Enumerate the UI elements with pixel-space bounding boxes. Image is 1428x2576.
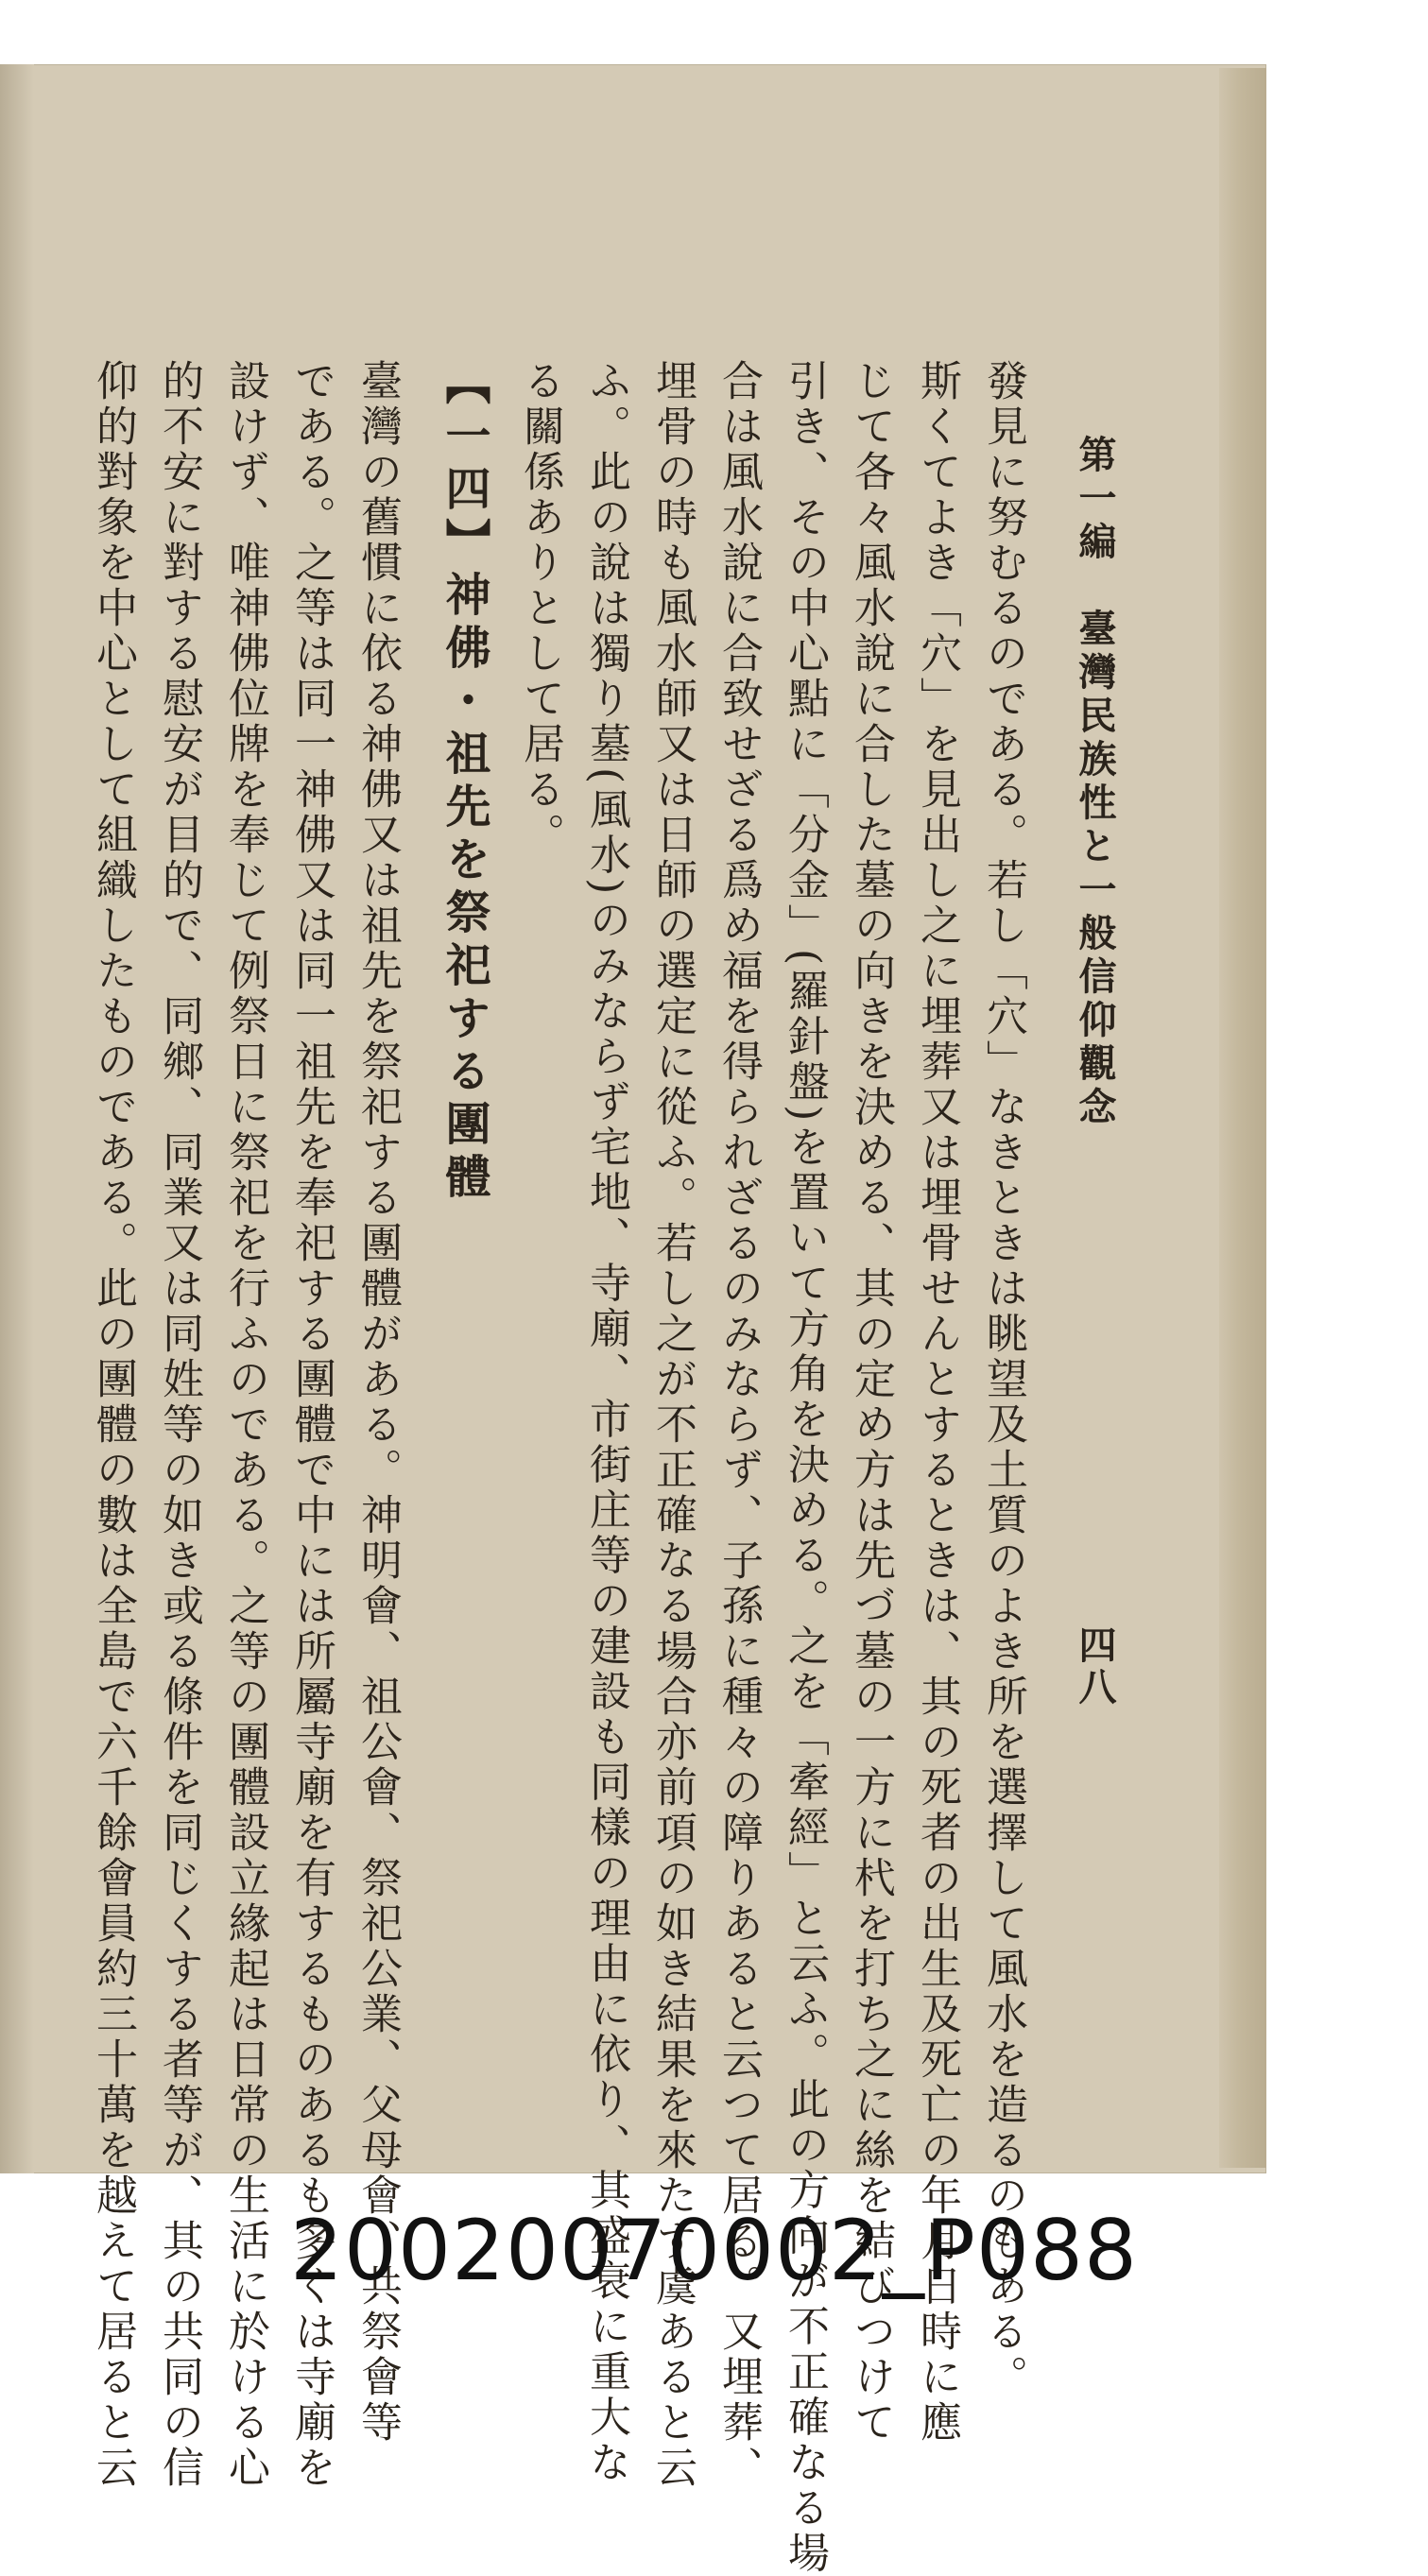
body-column: ふ。此の說は獨り墓(風水)のみならず宅地、寺廟、市街庄等の建設も同樣の理由に依り、其盛衰に重大な — [582, 359, 630, 2486]
body-column: 臺灣の舊慣に依る神佛又は祖先を祭祀する團體がある。神明會、祖公會、祭祀公業、父母會、共祭會等 — [353, 359, 402, 2446]
running-head: 第一編 臺灣民族性と一般信仰觀念 — [1073, 435, 1117, 1130]
body-column: 發見に努むるのである。若し「穴」なきときは眺望及土質のよき所を選擇して風水を造るのもある。 — [979, 359, 1027, 2400]
body-column: 引き、その中心點に「分金」(羅針盤)を置いて方角を決める。之を「牽經」と云ふ。此の方向が不正確なる場 — [781, 359, 829, 2576]
body-column: じて各々風水說に合した墓の向きを決める、其の定め方は先づ墓の一方に杙を打ち之に絲を結びつけて — [847, 359, 895, 2446]
body-column: 的不安に對する慰安が目的で、同鄉、同業又は同姓等の如き或る條件を同じくする者等が、其の共同の信 — [155, 359, 203, 2491]
page-number: 四八 — [1073, 1625, 1117, 1709]
body-column: る關係ありとして居る。 — [516, 359, 564, 858]
body-column: である。之等は同一神佛又は同一祖先を奉祀する團體で中には所屬寺廟を有するものあるも多くは寺廟を — [287, 359, 335, 2491]
book-gutter — [0, 64, 34, 2173]
body-column: 仰的對象を中心として組織したものである。此の團體の數は全島で六千餘會員約三十萬を越えて居ると云 — [89, 359, 137, 2491]
section-heading: 【一四】神佛・祖先を祭祀する團體 — [438, 359, 490, 1206]
body-column: 合は風水說に合致せざる爲め福を得られざるのみならず、子孫に種々の障りあると云つて居る。又埋葬、 — [714, 359, 763, 2491]
page-edges — [1219, 68, 1266, 2168]
document-identifier: 20020070002_P088 — [290, 2202, 1138, 2299]
body-column: 設けず、唯神佛位牌を奉じて例祭日に祭祀を行ふのである。之等の團體設立緣起は日常の生活に於ける心 — [221, 359, 269, 2491]
body-column: 埋骨の時も風水師又は日師の選定に從ふ。若し之が不正確なる場合亦前項の如き結果を來たす虞あると云 — [648, 359, 697, 2491]
body-column: 斯くてよき「穴」を見出し之に埋葬又は埋骨せんとするときは、其の死者の出生及死亡の年月日時に應 — [913, 359, 961, 2446]
